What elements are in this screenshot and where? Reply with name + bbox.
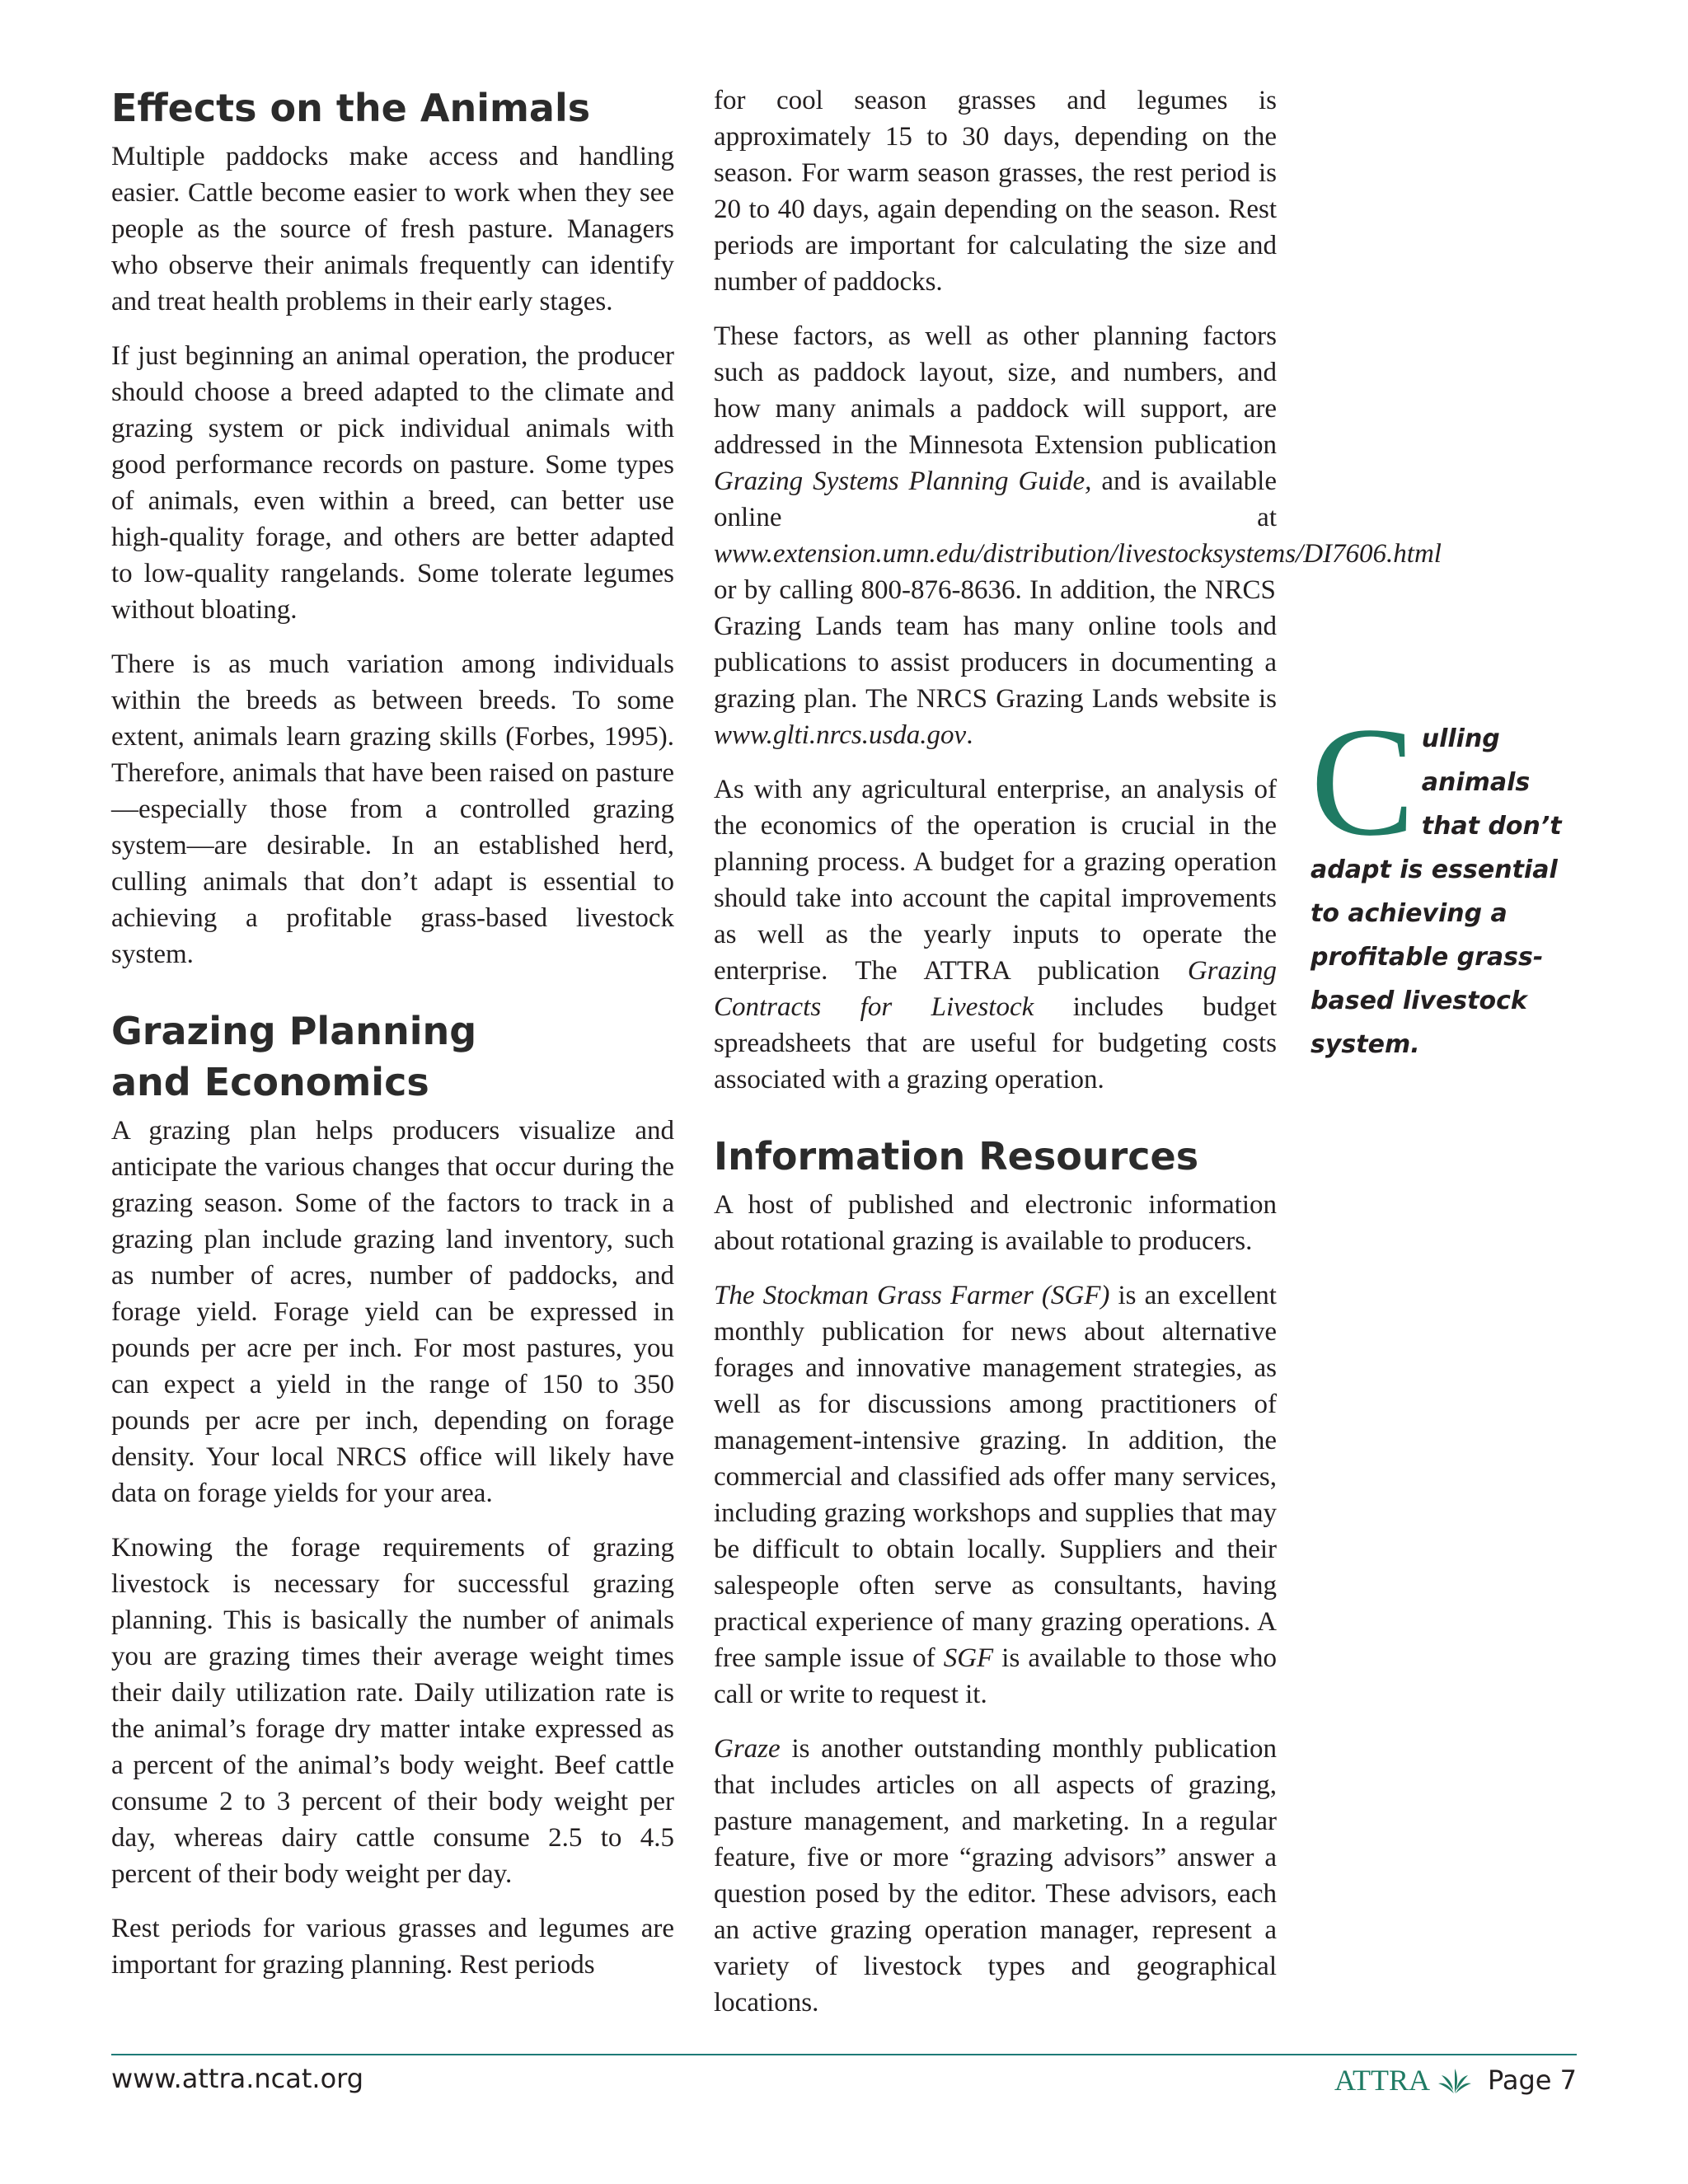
paragraph: There is as much variation among individuals within the breeds as between breeds. To some extent, animals learn grazing skills (Forbes, 1995). Therefore, animals that have been raised on pasture—especially those from a controlled grazing system—are desirable. In an established herd, culling animals that don’t adapt is essential to achieving a profitable grass-based livestock system. <box>111 649 674 969</box>
text-run: is available to those who call or write to request it. <box>714 1643 1277 1709</box>
publication-title: SGF <box>943 1643 994 1673</box>
heading-grazing-planning <box>111 1005 674 1108</box>
page-number: Page 7 <box>1488 2064 1577 2096</box>
paragraph: for cool season grasses and legumes is approximately 15 to 30 days, depending on the season. For warm season grasses, the rest period is 20 to 40 days, again depending on the season. Rest periods are important for calculating the size and number of paddocks. <box>714 86 1277 297</box>
footer-divider <box>111 2054 1577 2055</box>
paragraph <box>714 771 1277 1098</box>
paragraph: A host of published and electronic information about rotational grazing is available to producers. <box>714 1190 1277 1256</box>
text-run: As with any agricultural enterprise, an analysis of the economics of the operation is crucial in the planning process. A budget for a grazing operation should take into account the capital improvements as well as the yearly inputs to operate the enterprise. The ATTRA publication <box>714 775 1277 986</box>
pull-quote <box>1311 696 1591 1066</box>
paragraph: Knowing the forage requirements of grazing livestock is necessary for successful grazing planning. This is basically the number of animals you are grazing times their average weight times their daily utilization rate. Daily utilization rate is the animal’s forage dry matter intake expressed as a percent of the animal’s body weight. Beef cattle consume 2 to 3 percent of their body weight per day, whereas dairy cattle consume 2.5 to 4.5 percent of their body weight per day. <box>111 1533 674 1889</box>
text-run: . <box>966 720 973 750</box>
text-run: These factors, as well as other planning factors such as paddock layout, size, and numbers, and how many animals a paddock will support, are addressed in the Minnesota Extension publication <box>714 321 1277 460</box>
paragraph <box>714 1731 1277 2021</box>
left-column <box>111 82 674 2001</box>
footer-url[interactable]: www.attra.ncat.org <box>111 2063 364 2094</box>
pull-quote-text: ulling animals that don’t adapt is essential to achieving a profitable grass-based livestock system. <box>1311 724 1562 1059</box>
paragraph: Multiple paddocks make access and handling easier. Cattle become easier to work when they see people as the source of fresh pasture. Managers who observe their animals frequently can identify and treat health problems in their early stages. <box>111 142 674 316</box>
text-run: or by calling 800-876-8636. In addition, the NRCS Grazing Lands team has many online tools and publications to assist producers in documenting a grazing plan. The NRCS Grazing Lands website is <box>714 575 1277 714</box>
leaf-icon <box>1437 2065 1473 2095</box>
paragraph <box>714 318 1442 753</box>
heading-line: Grazing Planning <box>111 1009 477 1053</box>
text-run: is another outstanding monthly publication that includes articles on all aspects of grazing, pasture management, and marketing. In a regular feature, five or more “grazing advisors” answer a question posed by the editor. These advisors, each an active grazing operation manager, represent a variety of livestock types and geographical locations. <box>714 1734 1277 2018</box>
text-run: and is available online at <box>714 466 1277 532</box>
text-run: is an excellent monthly publication for news about alternative forages and innovative management strategies, as well as for discussions among practitioners of management-intensive grazing. In addition, the commercial and classified ads offer many services, including grazing workshops and supplies that may be difficult to obtain locally. Suppliers and their salespeople often serve as consultants, having practical experience of many grazing operations. A free sample issue of <box>714 1281 1277 1673</box>
footer-branding <box>1334 2063 1577 2097</box>
publication-title: Grazing Systems Planning Guide, <box>714 466 1092 496</box>
paragraph: Rest periods for various grasses and legumes are important for grazing planning. Rest periods <box>111 1914 674 1980</box>
heading-information-resources: Information Resources <box>714 1134 1199 1179</box>
drop-cap: C <box>1311 696 1415 869</box>
publication-title: Grazing Contracts for Livestock <box>714 956 1277 1022</box>
paragraph: A grazing plan helps producers visualize and anticipate the various changes that occur during the grazing season. Some of the factors to track in a grazing plan include grazing land inventory, such as number of acres, number of paddocks, and forage yield. Forage yield can be expressed in pounds per acre per inch. For most pastures, you can expect a yield in the range of 150 to 350 pounds per acre per inch, depending on forage density. Your local NRCS office will likely have data on forage yields for your area. <box>111 1116 674 1508</box>
url-link[interactable]: www.glti.nrcs.usda.gov <box>714 720 967 750</box>
url-link[interactable]: www.extension.umn.edu/distribution/livestocksystems/DI7606.html <box>714 539 1442 569</box>
publication-title: The Stockman Grass Farmer (SGF) <box>714 1281 1110 1310</box>
paragraph <box>714 1277 1277 1713</box>
heading-effects-on-animals: Effects on the Animals <box>111 86 591 130</box>
publication-title: Graze <box>714 1734 781 1764</box>
attra-logo: ATTRA <box>1334 2064 1430 2097</box>
text-run: includes budget spreadsheets that are useful for budgeting costs associated with a grazing operation. <box>714 992 1277 1094</box>
paragraph: If just beginning an animal operation, the producer should choose a breed adapted to the climate and grazing system or pick individual animals with good performance records on pasture. Some types of animals, even within a breed, can better use high-quality forage, and others are better adapted to low-quality rangelands. Some tolerate legumes without bloating. <box>111 341 674 625</box>
heading-line: and Economics <box>111 1060 429 1104</box>
